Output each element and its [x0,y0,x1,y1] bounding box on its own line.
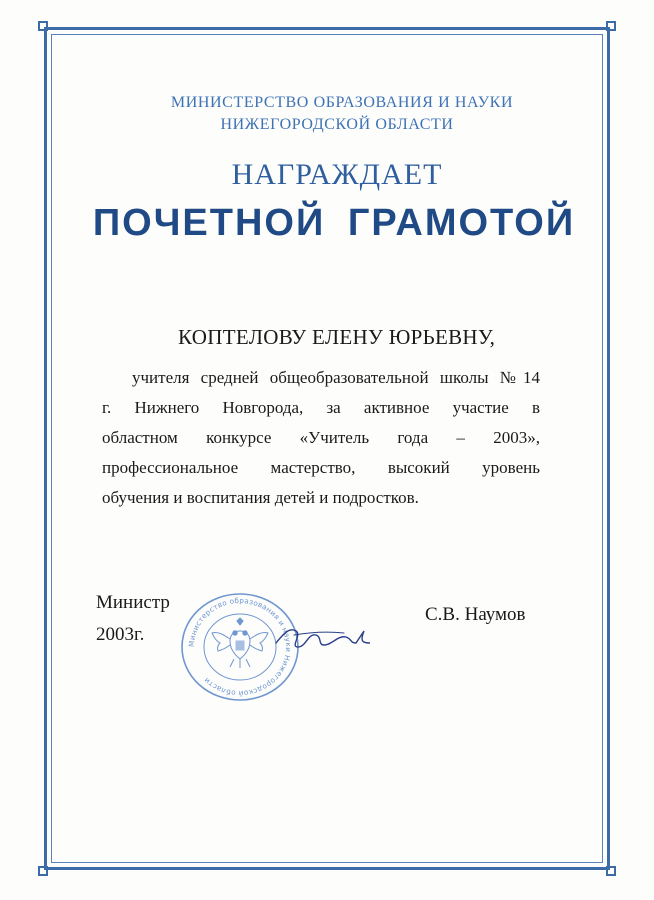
corner-ornament [38,21,48,31]
handwritten-signature [270,617,370,657]
eagle-emblem-icon [212,618,268,668]
corner-ornament [606,21,616,31]
minister-title: Министр [96,592,170,613]
body-line: учителя средней общеобразовательной школы №14 [132,368,540,387]
awards-heading: НАГРАЖДАЕТ [231,158,443,191]
award-reason [102,363,540,513]
seal-text: Министерство образования и науки Нижегородской области [186,595,294,699]
ministry-line-1: МИНИСТЕРСТВО ОБРАЗОВАНИЯ И НАУКИ [170,94,514,111]
body-line: обучения и воспитания детей и подростков. [102,488,419,507]
body-line: профессиональное мастерство, высокий уровень [102,458,540,477]
signer-name: С.В. Наумов [425,604,526,625]
recipient-name: КОПТЕЛОВУ ЕЛЕНУ ЮРЬЕВНУ, [178,325,496,349]
corner-ornament [38,866,48,876]
certificate-title: ПОЧЕТНОЙ ГРАМОТОЙ [92,202,576,244]
ministry-header [0,92,654,136]
body-line: областном конкурсе «Учитель года – 2003», [102,428,540,447]
ministry-line-2: НИЖЕГОРОДСКОЙ ОБЛАСТИ [220,116,454,133]
signature-block [96,587,170,651]
corner-ornament [606,866,616,876]
body-line: г. Нижнего Новгорода, за активное участие в [102,398,540,417]
issue-year: 2003г. [96,624,145,645]
